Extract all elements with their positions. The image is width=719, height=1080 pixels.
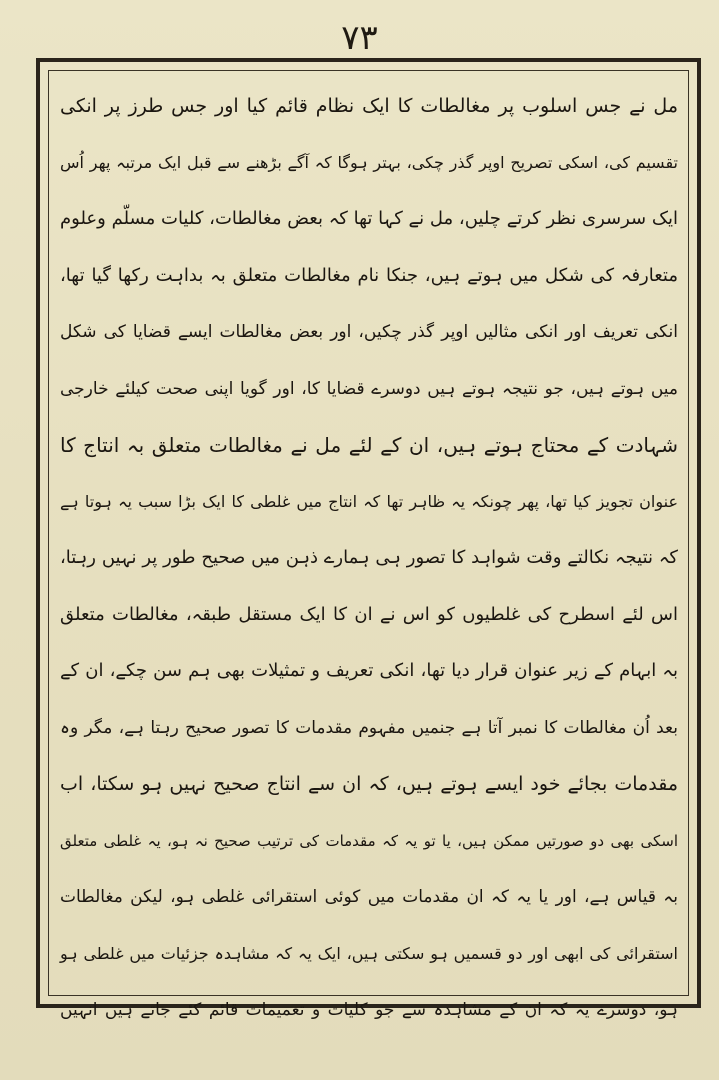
body-text bbox=[60, 78, 678, 1020]
text-line: ایک سرسری نظر کرتے چلیں، مل نے کہا تھا کہ بعض مغالطات، کلیات مسلّم وعلوم bbox=[60, 208, 678, 229]
page-number: ۷۳ bbox=[341, 18, 378, 58]
text-line: تقسیم کی، اسکی تصریح اوپر گذر چکی، بہتر ہوگا کہ آگے بڑھنے سے قبل ایک مرتبہ پھر اُس bbox=[60, 152, 678, 172]
text-line: شہادت کے محتاج ہوتے ہیں، ان کے لئے مل نے مغالطات متعلق بہ انتاج کا bbox=[60, 433, 678, 457]
text-line: کہ نتیجہ نکالتے وقت شواہد کا تصور ہی ہمارے ذہن میں صحیح طور پر نہیں رہتا، bbox=[60, 547, 678, 568]
text-line: انکی تعریف اور انکی مثالیں اوپر گذر چکیں، اور بعض مغالطات ایسے قضایا کی شکل bbox=[60, 322, 678, 342]
text-line: متعارفہ کی شکل میں ہوتے ہیں، جنکا نام مغالطات متعلق بہ بداہت رکھا گیا تھا، bbox=[60, 264, 678, 286]
text-line: عنوان تجویز کیا تھا، پھر چونکہ یہ ظاہر تھا کہ انتاج میں غلطی کا ایک بڑا سبب یہ ہوتا ہے bbox=[60, 491, 678, 511]
text-line: بعد اُن مغالطات کا نمبر آتا ہے جنمیں مفہوم مقدمات کا تصور صحیح رہتا ہے، مگر وہ bbox=[60, 717, 678, 738]
text-line: مل نے جس اسلوب پر مغالطات کا ایک نظام قائم کیا اور جس طرز پر انکی bbox=[60, 95, 678, 117]
text-line: اس لئے اسطرح کی غلطیوں کو اس نے ان کا ایک مستقل طبقہ، مغالطات متعلق bbox=[60, 603, 678, 625]
text-line: استقرائی کی ابھی اور دو قسمیں ہو سکتی ہیں، ایک یہ کہ مشاہدہ جزئیات میں غلطی ہو bbox=[60, 943, 678, 963]
text-line: مقدمات بجائے خود ایسے ہوتے ہیں، کہ ان سے انتاج صحیح نہیں ہو سکتا، اب bbox=[60, 773, 678, 795]
text-line: اسکی بھی دو صورتیں ممکن ہیں، یا تو یہ کہ مقدمات کی ترتیب صحیح نہ ہو، یہ غلطی متعلق bbox=[60, 831, 678, 850]
text-line: بہ ابہام کے زیر عنوان قرار دیا تھا، انکی تعریف و تمثیلات بھی ہم سن چکے، ان کے bbox=[60, 660, 678, 681]
text-line: ہو، دوسرے یہ کہ ان کے مشاہدہ سے جو کلیات و تعمیمات قائم کئے جاتے ہیں انہیں bbox=[60, 1000, 678, 1020]
text-line: میں ہوتے ہیں، جو نتیجہ ہوتے ہیں دوسرے قضایا کا، اور گویا اپنی صحت کیلئے خارجی bbox=[60, 378, 678, 399]
text-line: بہ قیاس ہے، اور یا یہ کہ ان مقدمات میں کوئی استقرائی غلطی ہو، لیکن مغالطات bbox=[60, 887, 678, 907]
